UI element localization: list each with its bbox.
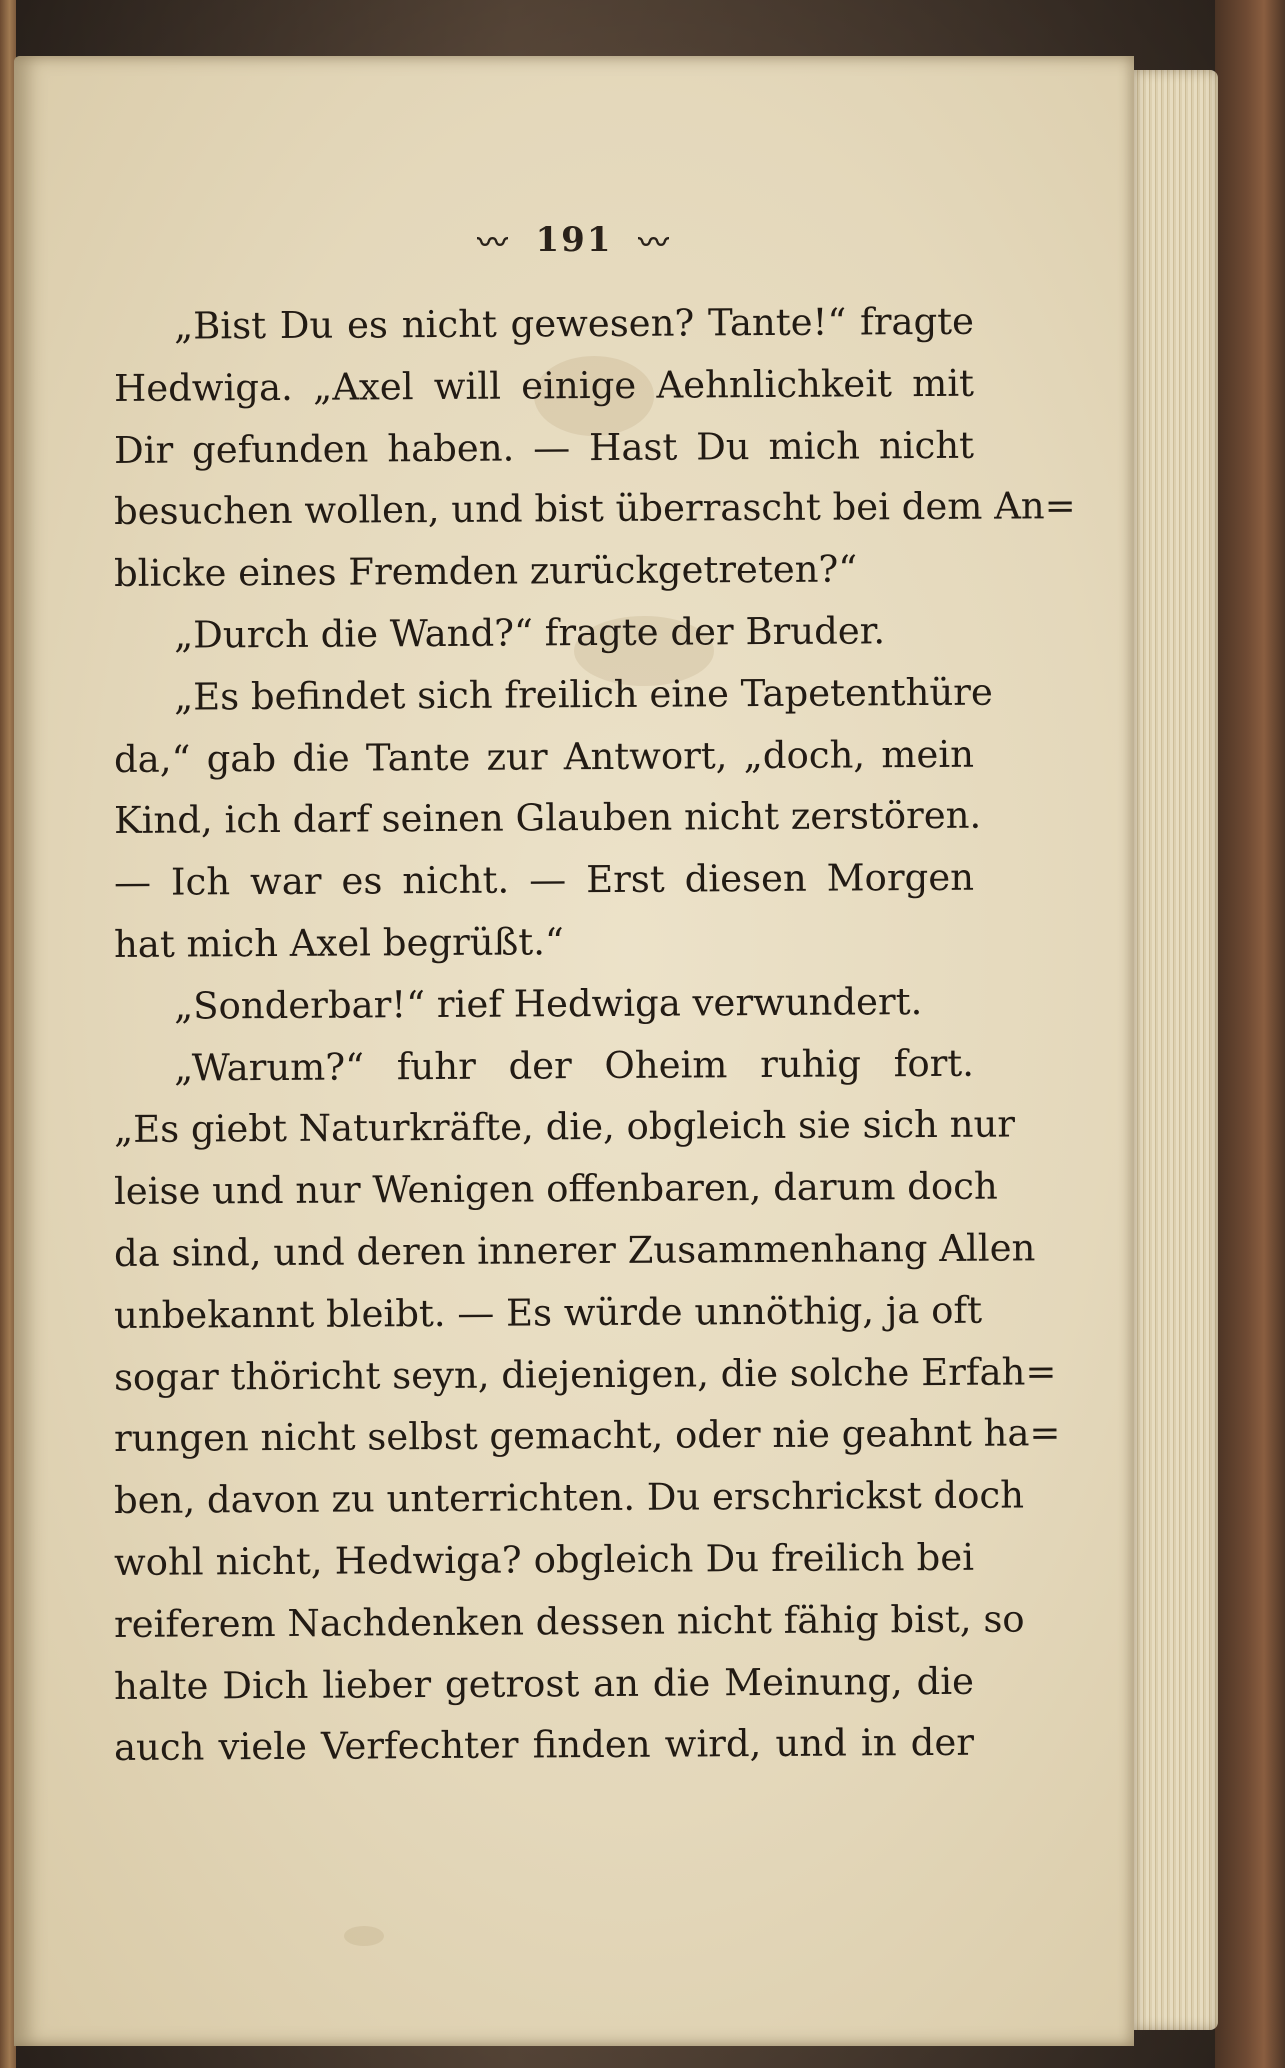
text-line: Hedwiga. „Axel will einige Aehnlichkeit mit — [113, 361, 975, 410]
page-number: 191 — [535, 220, 613, 260]
text-line: „Durch die Wand?“ fragte der Bruder. — [173, 609, 886, 657]
page-header — [14, 216, 1134, 260]
text-line: Dir gefunden haben. — Hast Du mich nicht — [113, 423, 975, 472]
text-line: ben, davon zu unterrichten. Du erschrickst doch — [113, 1473, 1025, 1523]
ornament-left-icon: 〰 — [477, 226, 510, 261]
book-page — [14, 56, 1134, 2046]
text-line: „Es befindet sich freilich eine Tapetenthüre — [173, 670, 993, 719]
text-line: da sind, und deren innerer Zusammenhang Allen — [113, 1226, 1036, 1275]
text-line: sogar thöricht seyn, diejenigen, die solche Erfah= — [113, 1349, 1057, 1399]
book-cover — [1215, 0, 1285, 2068]
foxing-stain — [344, 1926, 384, 1946]
page-edges — [1134, 70, 1218, 2030]
text-line: auch viele Verfechter finden wird, und in der — [113, 1721, 975, 1770]
body-text — [113, 296, 1076, 1779]
text-line: unbekannt bleibt. — Es würde unnöthig, ja oft — [113, 1288, 983, 1337]
text-line: halte Dich lieber getrost an die Meinung, die — [113, 1659, 975, 1708]
text-line: hat mich Axel begrüßt.“ — [113, 920, 564, 966]
text-line: reiferem Nachdenken dessen nicht fähig bist, so — [113, 1597, 1025, 1646]
text-line: Kind, ich darf seinen Glauben nicht zerstören. — [113, 794, 982, 843]
text-line: „Warum?“ fuhr der Oheim ruhig fort. — [173, 1041, 975, 1090]
text-line: rungen nicht selbst gemacht, oder nie geahnt ha= — [113, 1411, 1061, 1461]
text-line: da,“ gab die Tante zur Antwort, „doch, mein — [113, 732, 975, 781]
text-line: leise und nur Wenigen offenbaren, darum doch — [113, 1164, 998, 1214]
text-line: wohl nicht, Hedwiga? obgleich Du freilich bei — [113, 1535, 975, 1584]
text-line: „Bist Du es nicht gewesen? Tante!“ fragte — [173, 299, 975, 348]
ornament-right-icon: 〰 — [638, 226, 671, 261]
text-line: „Es giebt Naturkräfte, die, obgleich sie sich nur — [113, 1102, 1016, 1152]
text-line: blicke eines Fremden zurückgetreten?“ — [113, 547, 858, 596]
text-line: „Sonderbar!“ rief Hedwiga verwundert. — [173, 979, 923, 1028]
text-line: — Ich war es nicht. — Erst diesen Morgen — [113, 855, 975, 905]
text-line: besuchen wollen, und bist überrascht bei dem An= — [113, 484, 1076, 534]
